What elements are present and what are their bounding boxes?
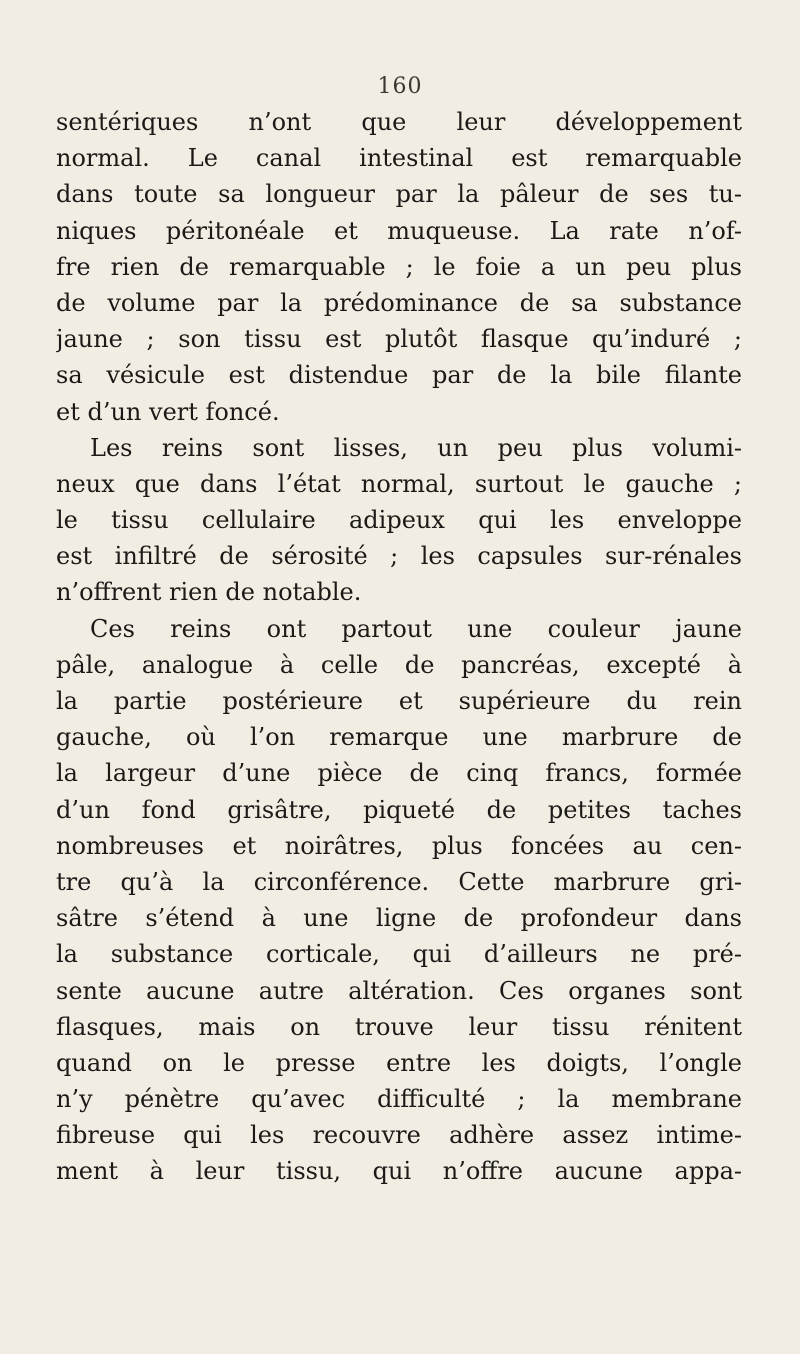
text-line: flasques, mais on trouve leur tissu rénitent [56, 1012, 742, 1041]
text-line: la substance corticale, qui d’ailleurs ne pré- [56, 940, 742, 969]
text-line: nombreuses et noirâtres, plus foncées au cen- [56, 831, 742, 860]
text-line: normal. Le canal intestinal est remarquable [56, 144, 742, 173]
text-line: est infiltré de sérosité ; les capsules sur-rénales [56, 542, 742, 571]
text-line: Les reins sont lisses, un peu plus volumi- [90, 433, 742, 462]
text-line: le tissu cellulaire adipeux qui les enveloppe [56, 506, 742, 535]
text-line: sa vésicule est distendue par de la bile filante [56, 361, 742, 390]
text-line: dans toute sa longueur par la pâleur de ses tu- [56, 180, 742, 209]
text-line: et d’un vert foncé. [56, 397, 280, 426]
text-line: sentériques n’ont que leur développement [56, 108, 742, 136]
text-line: jaune ; son tissu est plutôt flasque qu’induré ; [56, 325, 742, 354]
text-line: sente aucune autre altération. Ces organes sont [56, 976, 742, 1005]
text-line: d’un fond grisâtre, piqueté de petites taches [56, 795, 742, 824]
text-line: pâle, analogue à celle de pancréas, excepté à [56, 650, 742, 679]
text-line: sâtre s’étend à une ligne de profondeur dans [56, 904, 742, 933]
text-line: n’y pénètre qu’avec difficulté ; la membrane [56, 1085, 742, 1114]
text-line: ment à leur tissu, qui n’offre aucune appa- [56, 1157, 742, 1186]
text-line: fre rien de remarquable ; le foie a un peu plus [56, 252, 742, 281]
text-line: la partie postérieure et supérieure du rein [56, 687, 742, 715]
text-line: de volume par la prédominance de sa substance [56, 288, 742, 317]
text-line: neux que dans l’état normal, surtout le gauche ; [56, 469, 742, 498]
text-line: la largeur d’une pièce de cinq francs, formée [56, 759, 742, 788]
text-line: fibreuse qui les recouvre adhère assez intime- [56, 1121, 742, 1150]
text-line: Ces reins ont partout une couleur jaune [90, 614, 742, 643]
text-line: n’offrent rien de notable. [56, 578, 362, 607]
text-line: quand on le presse entre les doigts, l’ongle [56, 1048, 742, 1077]
text-line: tre qu’à la circonférence. Cette marbrure gri- [56, 867, 742, 896]
page-number: 160 [377, 74, 423, 99]
text-line: gauche, où l’on remarque une marbrure de [56, 723, 742, 752]
body-text [56, 104, 742, 1190]
text-line: niques péritonéale et muqueuse. La rate n’of- [56, 216, 742, 245]
